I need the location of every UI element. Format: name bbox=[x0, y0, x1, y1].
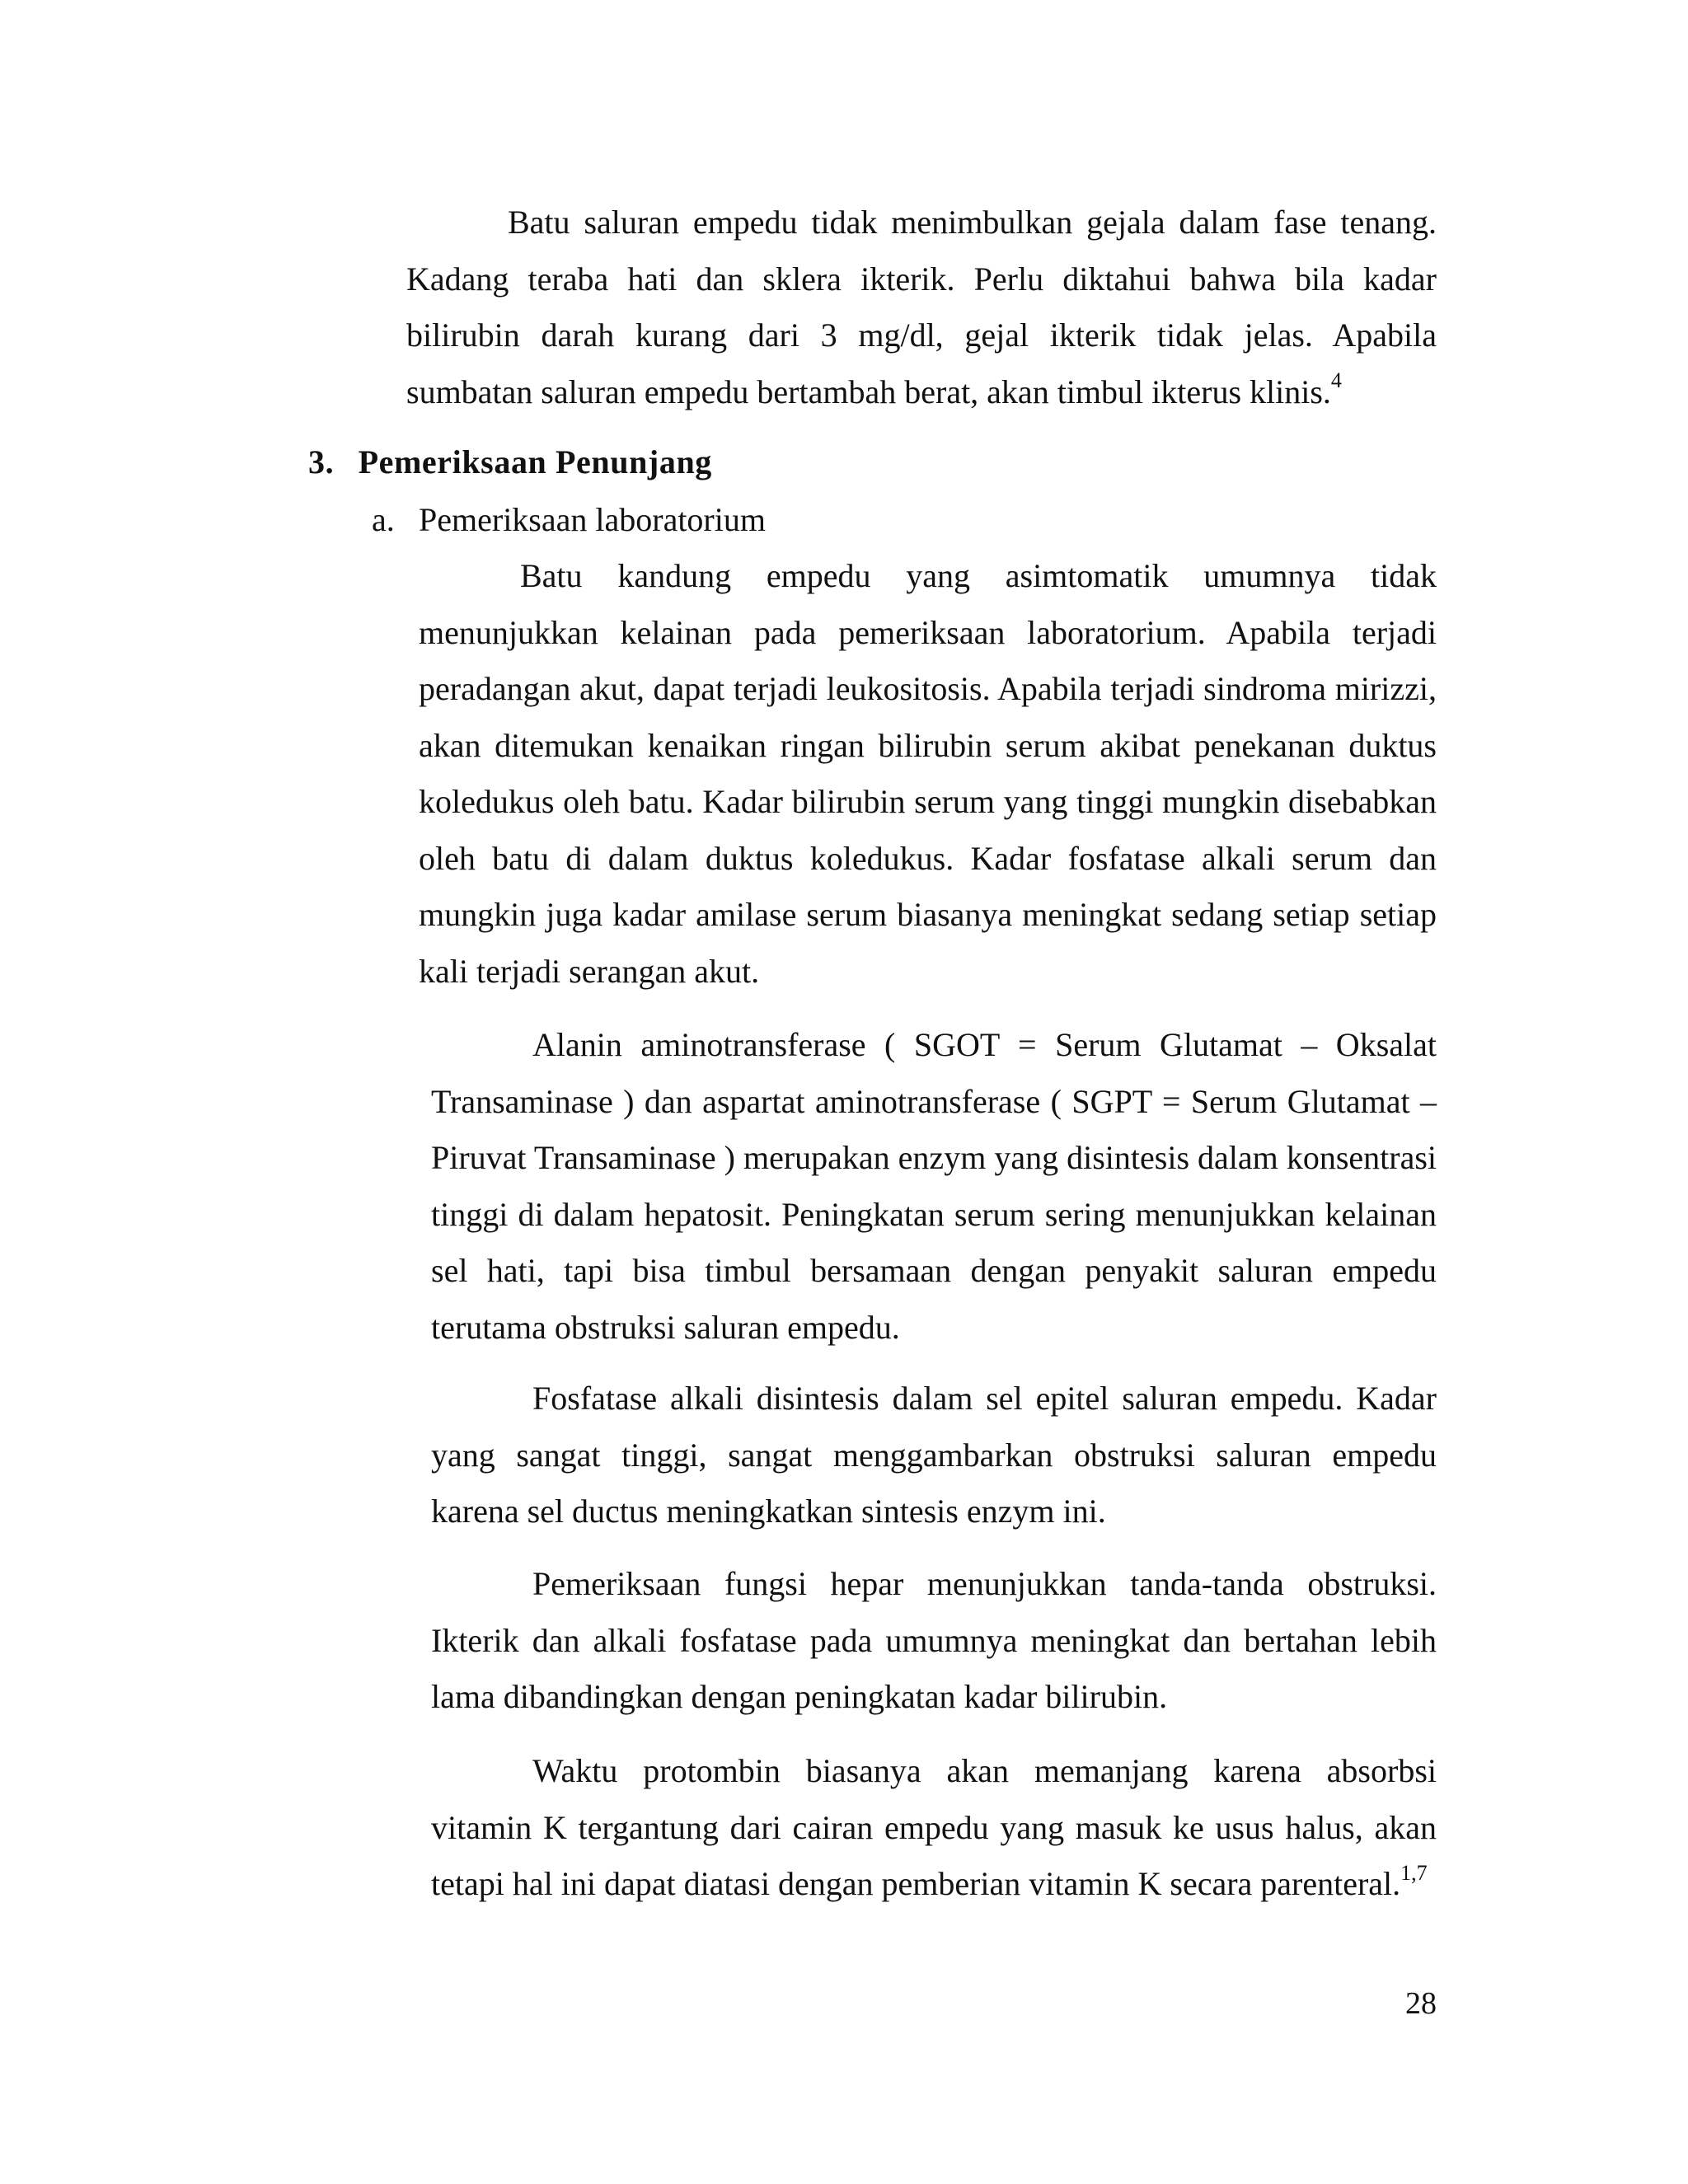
section-title: Pemeriksaan Penunjang bbox=[358, 443, 712, 480]
section-heading bbox=[308, 442, 712, 483]
citation-superscript: 4 bbox=[1330, 368, 1342, 393]
paragraph-text: Alanin aminotransferase ( SGOT = Serum Glutamat – Oksalat Transaminase ) dan aspartat aminotransferase ( SGPT = Serum Glutamat – Piruvat Transaminase ) merupakan enzym yang disintesis dalam konsentrasi tinggi di dalam hepatosit. Peningkatan serum sering menunjukkan kelainan sel hati, tapi bisa timbul bersamaan dengan penyakit saluran empedu terutama obstruksi saluran empedu. bbox=[431, 1026, 1437, 1346]
paragraph-text: Fosfatase alkali disintesis dalam sel epitel saluran empedu. Kadar yang sangat tinggi, sangat menggambarkan obstruksi saluran empedu karena sel ductus meningkatkan sintesis enzym ini. bbox=[431, 1380, 1437, 1530]
paragraph-text: Waktu protombin biasanya akan memanjang karena absorbsi vitamin K tergantung dari cairan empedu yang masuk ke usus halus, akan tetapi hal ini dapat diatasi dengan pemberian vitamin K secara parenteral. bbox=[431, 1752, 1437, 1902]
subsection-title: Pemeriksaan laboratorium bbox=[419, 501, 766, 538]
citation-superscript: 1,7 bbox=[1400, 1860, 1428, 1885]
paragraph-text: Batu kandung empedu yang asimtomatik umumnya tidak menunjukkan kelainan pada pemeriksaan laboratorium. Apabila terjadi peradangan akut, dapat terjadi leukositosis. Apabila terjadi sindroma mirizzi, akan ditemukan kenaikan ringan bilirubin serum akibat penekanan duktus koledukus oleh batu. Kadar bilirubin serum yang tinggi mungkin disebabkan oleh batu di dalam duktus koledukus. Kadar fosfatase alkali serum dan mungkin juga kadar amilase serum biasanya meningkat sedang setiap setiap kali terjadi serangan akut. bbox=[419, 557, 1437, 990]
paragraph-text: Batu saluran empedu tidak menimbulkan gejala dalam fase tenang. Kadang teraba hati dan sklera ikterik. Perlu diktahui bahwa bila kadar bilirubin darah kurang dari 3 mg/dl, gejal ikterik tidak jelas. Apabila sumbatan saluran empedu bertambah berat, akan timbul ikterus klinis. bbox=[406, 204, 1437, 410]
paragraph-text: Pemeriksaan fungsi hepar menunjukkan tanda-tanda obstruksi. Ikterik dan alkali fosfatase pada umumnya meningkat dan bertahan lebih lama dibandingkan dengan peningkatan kadar bilirubin. bbox=[431, 1565, 1437, 1715]
paragraph-waktu-protombin bbox=[431, 1743, 1437, 1913]
page-number: 28 bbox=[1405, 1986, 1437, 2021]
paragraph-laboratorium bbox=[419, 548, 1437, 1000]
paragraph-fosfatase-alkali bbox=[431, 1371, 1437, 1540]
paragraph-aminotransferase bbox=[431, 1017, 1437, 1356]
paragraph-batu-saluran-empedu bbox=[406, 194, 1437, 420]
paragraph-fungsi-hepar bbox=[431, 1556, 1437, 1726]
subsection-letter: a. bbox=[372, 501, 395, 538]
section-number: 3. bbox=[308, 443, 335, 480]
subsection-heading bbox=[372, 499, 766, 541]
